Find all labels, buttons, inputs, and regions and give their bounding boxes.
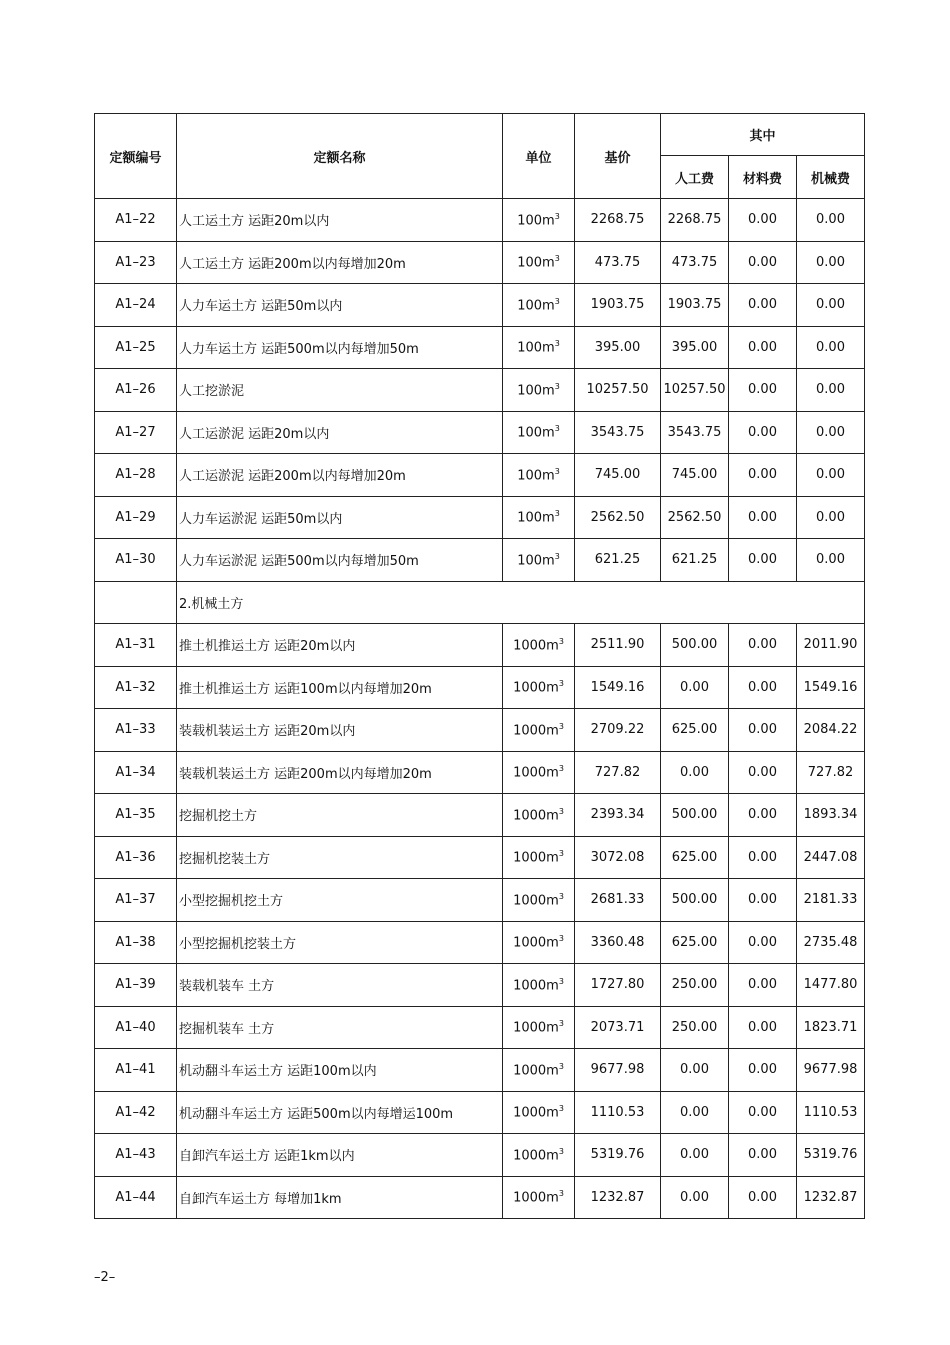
unit-superscript: 3 (554, 551, 560, 561)
code-cell: A1–26 (95, 369, 177, 412)
unit-cell (503, 624, 575, 667)
code-cell: A1–40 (95, 1006, 177, 1049)
name-cell: 小型挖掘机挖装土方 (177, 921, 503, 964)
table-row (95, 369, 865, 412)
base-price-cell: 395.00 (575, 326, 661, 369)
labor-cell: 621.25 (661, 539, 729, 582)
table-row (95, 1134, 865, 1177)
base-price-cell: 2562.50 (575, 496, 661, 539)
unit-text: 100m (517, 510, 555, 526)
unit-superscript: 3 (554, 381, 560, 391)
base-price-cell: 727.82 (575, 751, 661, 794)
code-cell: A1–32 (95, 666, 177, 709)
table-row (95, 624, 865, 667)
name-cell: 挖掘机挖装土方 (177, 836, 503, 879)
unit-text: 1000m (513, 765, 559, 781)
labor-cell: 3543.75 (661, 411, 729, 454)
unit-cell (503, 496, 575, 539)
machine-cell: 1549.16 (797, 666, 865, 709)
labor-cell: 0.00 (661, 1091, 729, 1134)
unit-text: 1000m (513, 892, 559, 908)
name-cell: 小型挖掘机挖土方 (177, 879, 503, 922)
base-price-cell: 745.00 (575, 454, 661, 497)
material-cell: 0.00 (729, 624, 797, 667)
material-cell: 0.00 (729, 1006, 797, 1049)
unit-text: 1000m (513, 1190, 559, 1206)
labor-cell: 250.00 (661, 1006, 729, 1049)
table-row (95, 454, 865, 497)
name-cell: 人力车运土方 运距500m以内每增加50m (177, 326, 503, 369)
code-cell: A1–34 (95, 751, 177, 794)
base-price-cell: 2709.22 (575, 709, 661, 752)
machine-cell: 1110.53 (797, 1091, 865, 1134)
unit-superscript: 3 (558, 721, 564, 731)
labor-cell: 0.00 (661, 1134, 729, 1177)
table-row (95, 794, 865, 837)
table-row (95, 1176, 865, 1219)
header-name: 定额名称 (177, 114, 503, 199)
table-row (95, 326, 865, 369)
unit-text: 1000m (513, 1105, 559, 1121)
machine-cell: 0.00 (797, 411, 865, 454)
labor-cell: 0.00 (661, 666, 729, 709)
unit-superscript: 3 (558, 1189, 564, 1199)
code-cell: A1–36 (95, 836, 177, 879)
labor-cell: 10257.50 (661, 369, 729, 412)
code-cell: A1–30 (95, 539, 177, 582)
name-cell: 自卸汽车运土方 运距1km以内 (177, 1134, 503, 1177)
table-row (95, 1006, 865, 1049)
unit-cell (503, 284, 575, 327)
unit-superscript: 3 (558, 1061, 564, 1071)
base-price-cell: 1727.80 (575, 964, 661, 1007)
section-title: 2.机械土方 (177, 581, 865, 624)
unit-superscript: 3 (558, 1146, 564, 1156)
machine-cell: 0.00 (797, 326, 865, 369)
table-row (95, 964, 865, 1007)
base-price-cell: 2268.75 (575, 199, 661, 242)
machine-cell: 2181.33 (797, 879, 865, 922)
unit-text: 1000m (513, 1147, 559, 1163)
machine-cell: 0.00 (797, 496, 865, 539)
unit-cell (503, 454, 575, 497)
machine-cell: 2447.08 (797, 836, 865, 879)
material-cell: 0.00 (729, 326, 797, 369)
unit-text: 1000m (513, 1062, 559, 1078)
code-cell: A1–29 (95, 496, 177, 539)
unit-superscript: 3 (558, 1104, 564, 1114)
unit-text: 100m (517, 297, 555, 313)
material-cell: 0.00 (729, 921, 797, 964)
machine-cell: 1823.71 (797, 1006, 865, 1049)
quota-table (94, 113, 865, 1219)
table-row (95, 836, 865, 879)
machine-cell: 9677.98 (797, 1049, 865, 1092)
name-cell: 人工运土方 运距20m以内 (177, 199, 503, 242)
base-price-cell: 1232.87 (575, 1176, 661, 1219)
code-cell: A1–27 (95, 411, 177, 454)
name-cell: 装载机装车 土方 (177, 964, 503, 1007)
labor-cell: 0.00 (661, 1176, 729, 1219)
unit-cell (503, 666, 575, 709)
section-row (95, 581, 865, 624)
base-price-cell: 621.25 (575, 539, 661, 582)
unit-cell (503, 751, 575, 794)
code-cell: A1–33 (95, 709, 177, 752)
unit-cell (503, 1049, 575, 1092)
labor-cell: 250.00 (661, 964, 729, 1007)
table-row (95, 709, 865, 752)
table-row (95, 539, 865, 582)
unit-text: 1000m (513, 637, 559, 653)
unit-cell (503, 879, 575, 922)
unit-superscript: 3 (558, 636, 564, 646)
unit-cell (503, 794, 575, 837)
material-cell: 0.00 (729, 411, 797, 454)
name-cell: 人工运淤泥 运距200m以内每增加20m (177, 454, 503, 497)
material-cell: 0.00 (729, 454, 797, 497)
name-cell: 人力车运淤泥 运距50m以内 (177, 496, 503, 539)
unit-text: 1000m (513, 807, 559, 823)
unit-superscript: 3 (558, 679, 564, 689)
material-cell: 0.00 (729, 709, 797, 752)
machine-cell: 1477.80 (797, 964, 865, 1007)
unit-cell (503, 836, 575, 879)
base-price-cell: 2511.90 (575, 624, 661, 667)
base-price-cell: 1549.16 (575, 666, 661, 709)
section-code-cell (95, 581, 177, 624)
table-row (95, 1049, 865, 1092)
base-price-cell: 1903.75 (575, 284, 661, 327)
unit-cell (503, 1134, 575, 1177)
unit-text: 100m (517, 552, 555, 568)
unit-superscript: 3 (558, 1019, 564, 1029)
material-cell: 0.00 (729, 964, 797, 1007)
table-row (95, 879, 865, 922)
code-cell: A1–39 (95, 964, 177, 1007)
code-cell: A1–24 (95, 284, 177, 327)
name-cell: 人力车运淤泥 运距500m以内每增加50m (177, 539, 503, 582)
unit-superscript: 3 (558, 849, 564, 859)
table-row (95, 284, 865, 327)
code-cell: A1–35 (95, 794, 177, 837)
material-cell: 0.00 (729, 751, 797, 794)
unit-text: 100m (517, 467, 555, 483)
machine-cell: 2011.90 (797, 624, 865, 667)
base-price-cell: 1110.53 (575, 1091, 661, 1134)
unit-text: 1000m (513, 977, 559, 993)
unit-cell (503, 369, 575, 412)
unit-cell (503, 199, 575, 242)
unit-cell (503, 539, 575, 582)
base-price-cell: 9677.98 (575, 1049, 661, 1092)
material-cell: 0.00 (729, 1176, 797, 1219)
base-price-cell: 10257.50 (575, 369, 661, 412)
material-cell: 0.00 (729, 836, 797, 879)
name-cell: 挖掘机装车 土方 (177, 1006, 503, 1049)
unit-text: 1000m (513, 680, 559, 696)
labor-cell: 473.75 (661, 241, 729, 284)
base-price-cell: 5319.76 (575, 1134, 661, 1177)
unit-text: 100m (517, 212, 555, 228)
name-cell: 人工运淤泥 运距20m以内 (177, 411, 503, 454)
unit-superscript: 3 (554, 254, 560, 264)
name-cell: 自卸汽车运土方 每增加1km (177, 1176, 503, 1219)
material-cell: 0.00 (729, 199, 797, 242)
code-cell: A1–28 (95, 454, 177, 497)
header-group: 其中 (661, 114, 865, 156)
base-price-cell: 3072.08 (575, 836, 661, 879)
page-number: –2– (94, 1270, 116, 1285)
machine-cell: 0.00 (797, 539, 865, 582)
code-cell: A1–43 (95, 1134, 177, 1177)
header-labor: 人工费 (661, 156, 729, 199)
header-code: 定额编号 (95, 114, 177, 199)
material-cell: 0.00 (729, 539, 797, 582)
unit-superscript: 3 (554, 339, 560, 349)
labor-cell: 2268.75 (661, 199, 729, 242)
unit-superscript: 3 (554, 424, 560, 434)
labor-cell: 500.00 (661, 879, 729, 922)
unit-cell (503, 1176, 575, 1219)
unit-superscript: 3 (558, 934, 564, 944)
unit-superscript: 3 (558, 976, 564, 986)
code-cell: A1–31 (95, 624, 177, 667)
machine-cell: 0.00 (797, 454, 865, 497)
unit-cell (503, 411, 575, 454)
machine-cell: 0.00 (797, 199, 865, 242)
unit-superscript: 3 (554, 211, 560, 221)
unit-text: 100m (517, 340, 555, 356)
name-cell: 人力车运土方 运距50m以内 (177, 284, 503, 327)
unit-cell (503, 1091, 575, 1134)
base-price-cell: 3360.48 (575, 921, 661, 964)
base-price-cell: 2073.71 (575, 1006, 661, 1049)
header-material: 材料费 (729, 156, 797, 199)
header-unit: 单位 (503, 114, 575, 199)
table-row (95, 921, 865, 964)
machine-cell: 727.82 (797, 751, 865, 794)
base-price-cell: 2681.33 (575, 879, 661, 922)
unit-superscript: 3 (558, 764, 564, 774)
unit-superscript: 3 (558, 891, 564, 901)
labor-cell: 1903.75 (661, 284, 729, 327)
material-cell: 0.00 (729, 284, 797, 327)
unit-cell (503, 709, 575, 752)
labor-cell: 745.00 (661, 454, 729, 497)
name-cell: 机动翻斗车运土方 运距100m以内 (177, 1049, 503, 1092)
material-cell: 0.00 (729, 1134, 797, 1177)
table-row (95, 751, 865, 794)
machine-cell: 0.00 (797, 369, 865, 412)
machine-cell: 0.00 (797, 284, 865, 327)
unit-superscript: 3 (554, 466, 560, 476)
labor-cell: 625.00 (661, 921, 729, 964)
unit-text: 1000m (513, 722, 559, 738)
table-row (95, 241, 865, 284)
material-cell: 0.00 (729, 496, 797, 539)
machine-cell: 5319.76 (797, 1134, 865, 1177)
unit-text: 1000m (513, 935, 559, 951)
machine-cell: 2084.22 (797, 709, 865, 752)
labor-cell: 2562.50 (661, 496, 729, 539)
machine-cell: 0.00 (797, 241, 865, 284)
base-price-cell: 3543.75 (575, 411, 661, 454)
table-row (95, 1091, 865, 1134)
unit-superscript: 3 (558, 806, 564, 816)
material-cell: 0.00 (729, 879, 797, 922)
unit-cell (503, 964, 575, 1007)
name-cell: 挖掘机挖土方 (177, 794, 503, 837)
material-cell: 0.00 (729, 241, 797, 284)
unit-text: 1000m (513, 850, 559, 866)
unit-cell (503, 241, 575, 284)
table-row (95, 411, 865, 454)
header-machine: 机械费 (797, 156, 865, 199)
table-row (95, 199, 865, 242)
labor-cell: 625.00 (661, 709, 729, 752)
labor-cell: 500.00 (661, 624, 729, 667)
name-cell: 机动翻斗车运土方 运距500m以内每增运100m (177, 1091, 503, 1134)
code-cell: A1–37 (95, 879, 177, 922)
machine-cell: 2735.48 (797, 921, 865, 964)
machine-cell: 1232.87 (797, 1176, 865, 1219)
name-cell: 推土机推运土方 运距100m以内每增加20m (177, 666, 503, 709)
name-cell: 人工挖淤泥 (177, 369, 503, 412)
labor-cell: 625.00 (661, 836, 729, 879)
labor-cell: 395.00 (661, 326, 729, 369)
name-cell: 装载机装运土方 运距20m以内 (177, 709, 503, 752)
header-base-price: 基价 (575, 114, 661, 199)
unit-text: 1000m (513, 1020, 559, 1036)
unit-cell (503, 1006, 575, 1049)
code-cell: A1–44 (95, 1176, 177, 1219)
unit-superscript: 3 (554, 509, 560, 519)
name-cell: 人工运土方 运距200m以内每增加20m (177, 241, 503, 284)
labor-cell: 0.00 (661, 1049, 729, 1092)
material-cell: 0.00 (729, 794, 797, 837)
unit-text: 100m (517, 382, 555, 398)
material-cell: 0.00 (729, 369, 797, 412)
unit-cell (503, 326, 575, 369)
code-cell: A1–38 (95, 921, 177, 964)
labor-cell: 500.00 (661, 794, 729, 837)
labor-cell: 0.00 (661, 751, 729, 794)
name-cell: 装载机装运土方 运距200m以内每增加20m (177, 751, 503, 794)
unit-text: 100m (517, 255, 555, 271)
machine-cell: 1893.34 (797, 794, 865, 837)
material-cell: 0.00 (729, 666, 797, 709)
code-cell: A1–25 (95, 326, 177, 369)
table-row (95, 496, 865, 539)
material-cell: 0.00 (729, 1091, 797, 1134)
base-price-cell: 473.75 (575, 241, 661, 284)
name-cell: 推土机推运土方 运距20m以内 (177, 624, 503, 667)
unit-superscript: 3 (554, 296, 560, 306)
code-cell: A1–23 (95, 241, 177, 284)
code-cell: A1–42 (95, 1091, 177, 1134)
base-price-cell: 2393.34 (575, 794, 661, 837)
table-row (95, 666, 865, 709)
material-cell: 0.00 (729, 1049, 797, 1092)
table-body (95, 199, 865, 1219)
unit-cell (503, 921, 575, 964)
unit-text: 100m (517, 425, 555, 441)
code-cell: A1–41 (95, 1049, 177, 1092)
code-cell: A1–22 (95, 199, 177, 242)
